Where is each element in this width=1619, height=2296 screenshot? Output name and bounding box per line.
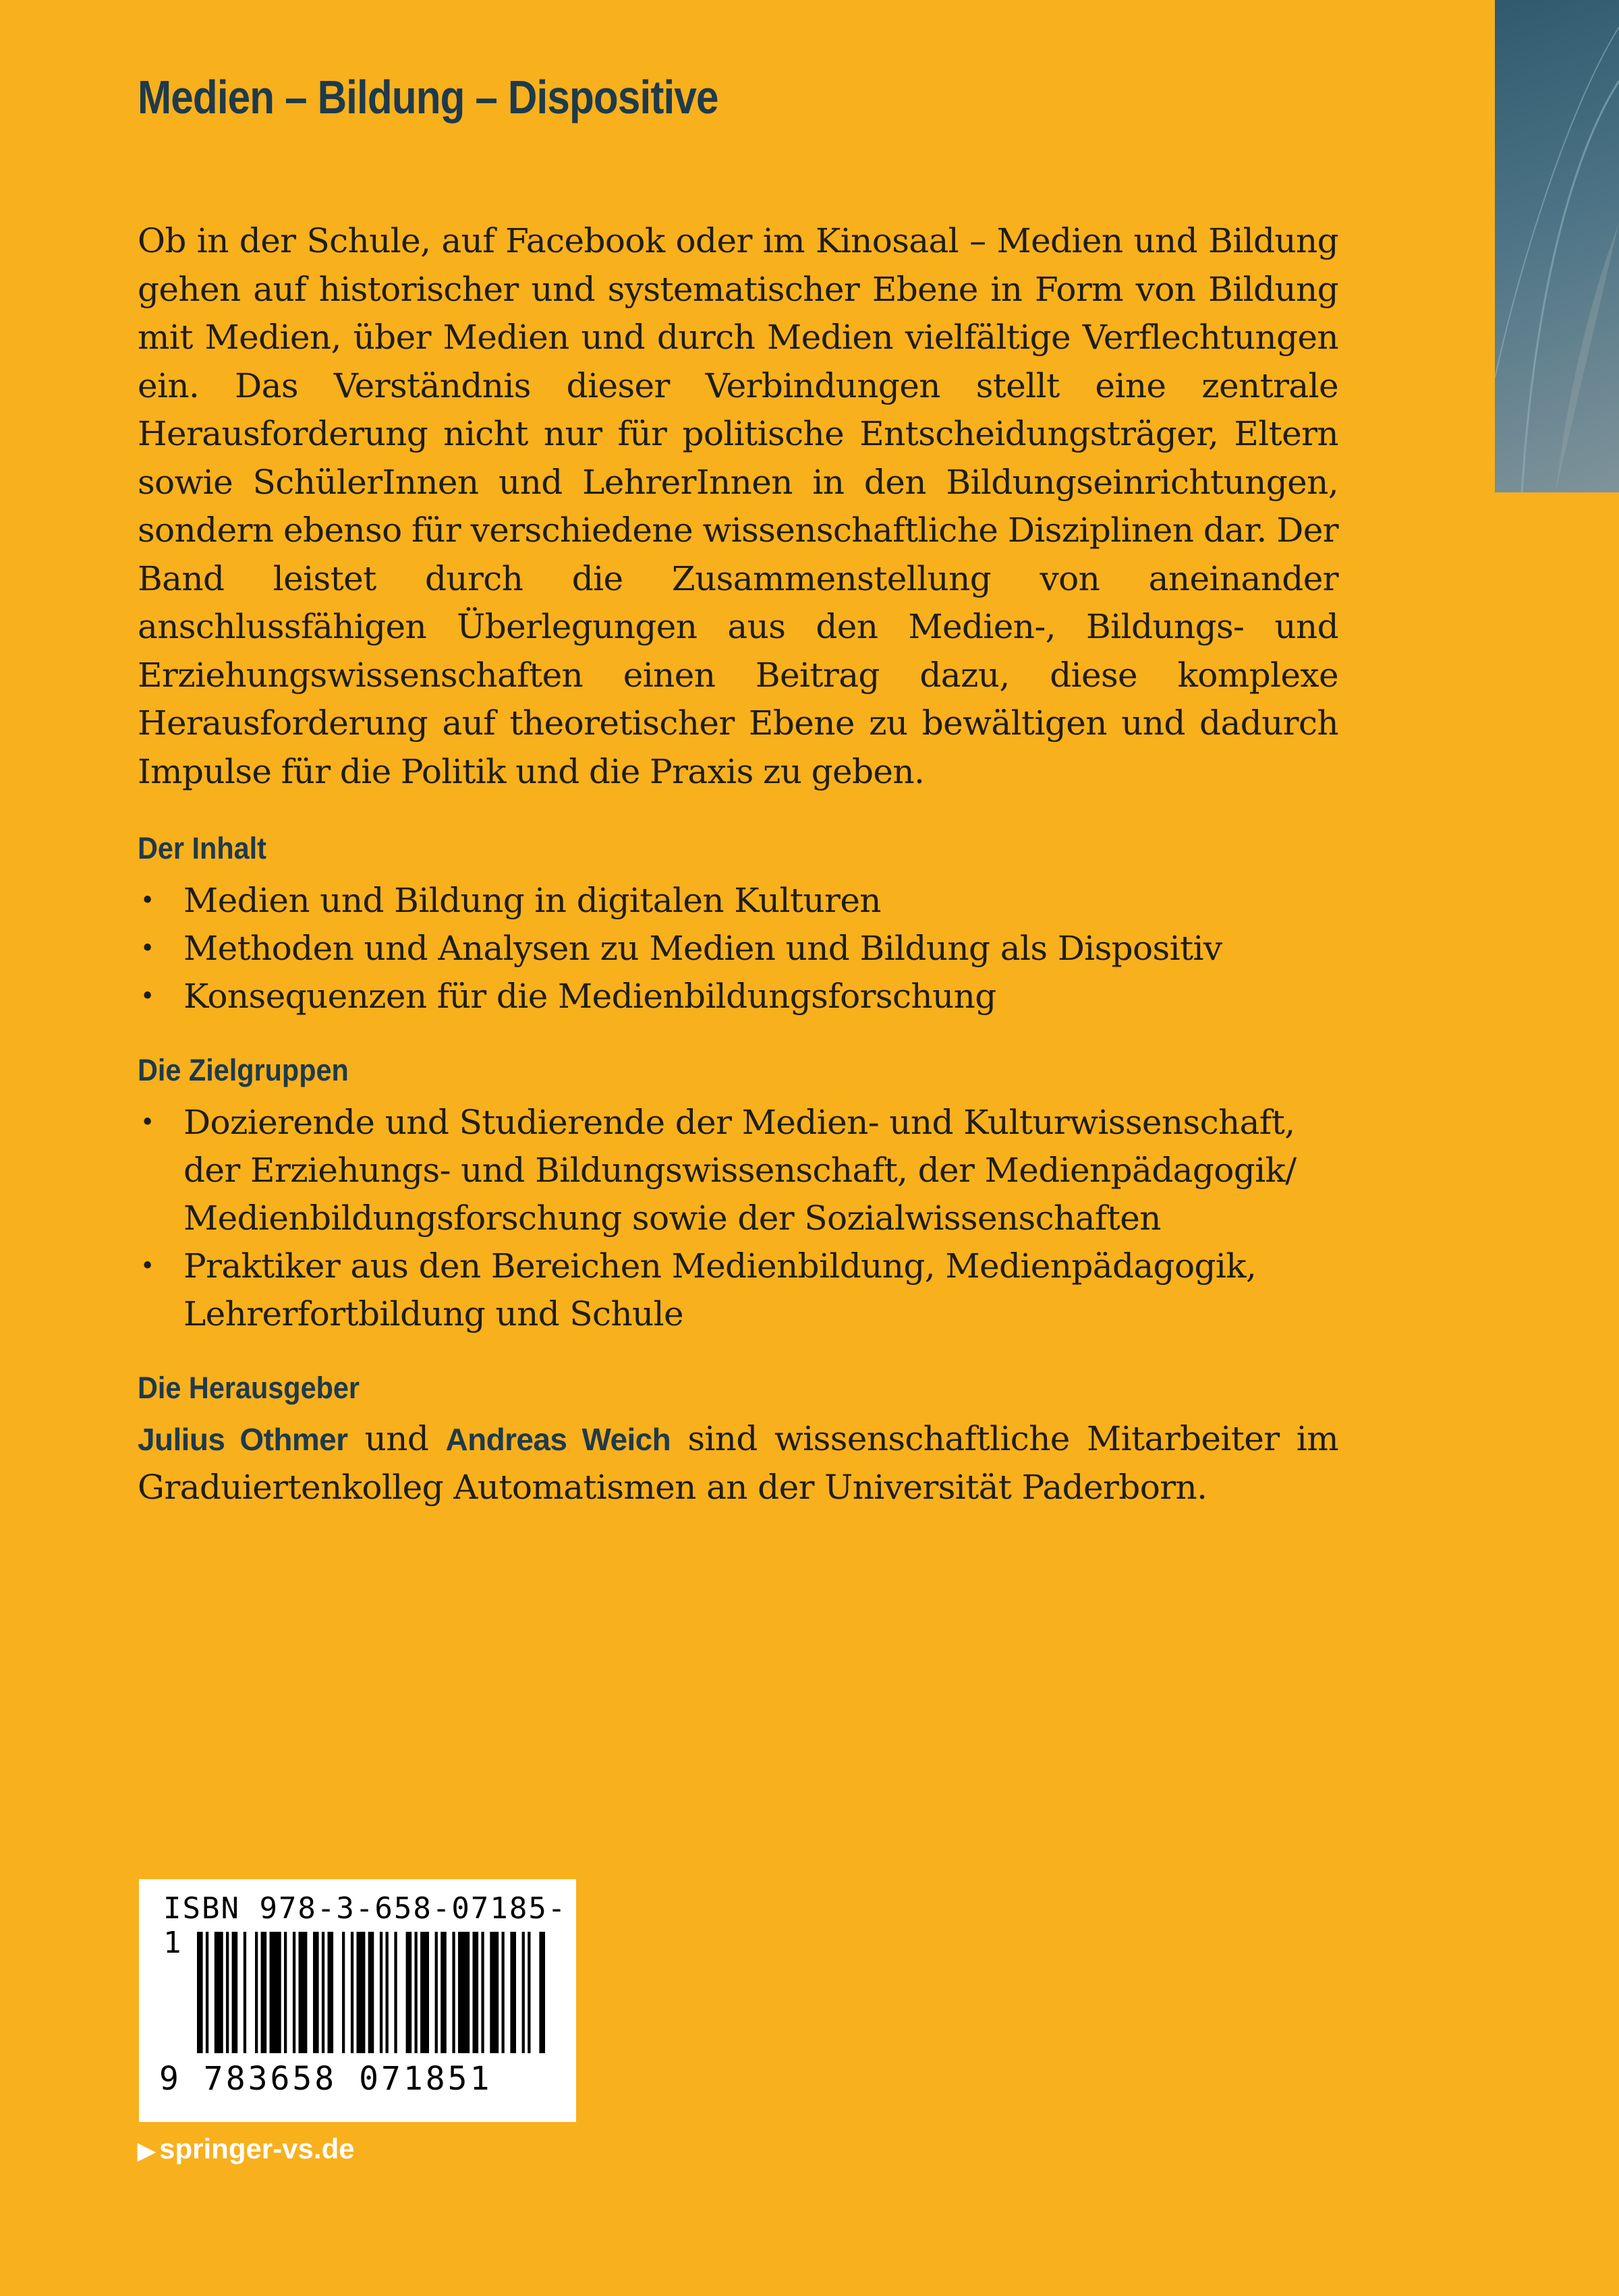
publisher-website[interactable]: ▶ springer-vs.de — [138, 2133, 355, 2164]
ean-digits: 9 783658 071851 — [159, 2060, 492, 2098]
barcode-bar — [420, 1932, 429, 2053]
barcode-bar — [313, 1932, 319, 2053]
barcode-bar — [394, 1932, 397, 2053]
barcode-bar — [206, 1932, 208, 2053]
barcode-bar — [232, 1932, 238, 2053]
barcode-bar — [197, 1932, 203, 2053]
barcode-bar — [458, 1932, 470, 2053]
list-item: • Konsequenzen für die Medienbildungsforschung — [138, 973, 1338, 1021]
barcode-bar — [386, 1932, 389, 2053]
editors-paragraph: Julius Othmer und Andreas Weich sind wissenschaftliche Mitarbeiter im Graduiertenkolleg Automatismen an der Universität Paderborn. — [138, 1419, 1339, 1507]
barcode-bar — [342, 1932, 345, 2053]
barcode-bar — [261, 1932, 267, 2053]
isbn-barcode — [139, 1879, 576, 2122]
editor-name: Andreas Weich — [445, 1422, 671, 1457]
arrow-right-icon: ▶ — [138, 2138, 156, 2164]
contents-heading: Der Inhalt — [138, 831, 266, 865]
barcode-bar — [490, 1932, 499, 2053]
isbn-label: ISBN 978-3-658-07185-1 — [163, 1891, 567, 1960]
barcode-bar — [441, 1932, 447, 2053]
barcode-bar — [406, 1932, 412, 2053]
bullet-icon: • — [140, 887, 154, 915]
list-item: • Methoden und Analysen zu Medien und Bildung als Dispositiv — [138, 925, 1338, 973]
barcode-bar — [415, 1932, 418, 2053]
editor-name: Julius Othmer — [138, 1422, 348, 1457]
editors-heading: Die Herausgeber — [138, 1371, 360, 1405]
barcode-bar — [380, 1932, 382, 2053]
barcode-bar — [452, 1932, 455, 2053]
barcode-bar — [502, 1932, 505, 2053]
barcode-bar — [357, 1932, 366, 2053]
back-cover-content — [138, 70, 1338, 1512]
barcode-bar — [244, 1932, 246, 2053]
barcode-bar — [255, 1932, 258, 2053]
barcode-bar — [473, 1932, 479, 2053]
list-item: • Medien und Bildung in digitalen Kulturen — [138, 877, 1338, 925]
barcode-bar — [270, 1932, 281, 2053]
barcode-bar — [293, 1932, 295, 2053]
barcode-bars — [139, 1932, 576, 2067]
barcode-bar — [522, 1932, 525, 2053]
barcode-bar — [226, 1932, 229, 2053]
barcode-bar — [215, 1932, 223, 2053]
barcode-bar — [510, 1932, 516, 2053]
barcode-bar — [328, 1932, 334, 2053]
barcode-bar — [351, 1932, 353, 2053]
bullet-icon: • — [140, 1253, 154, 1280]
bullet-icon: • — [140, 1109, 154, 1137]
bullet-icon: • — [140, 983, 154, 1010]
audience-list — [138, 1099, 1338, 1338]
barcode-bar — [435, 1932, 438, 2053]
blurb-paragraph: Ob in der Schule, auf Facebook oder im Kinosaal – Medien und Bildung gehen auf historischer und systematischer Ebene in Form von Bildung mit Medien, über Medien und durch Medien vielfältige Verflechtungen ein. Das Verständnis dieser Verbindungen stellt eine zentrale Herausforderung nicht nur für politische Entscheidungsträger, Eltern sowie SchülerInnen und LehrerInnen in den Bildungseinrichtungen, sondern ebenso für verschiedene wissenschaftliche Disziplinen dar. Der Band leistet durch die Zusammenstellung von aneinander anschlussfähigen Überlegungen aus den Medien-, Bildungs- und Erziehungswissenschaften einen Beitrag dazu, diese komplexe Herausforderung auf theoretischer Ebene zu bewältigen und dadurch Impulse für die Politik und die Praxis zu geben. — [138, 221, 1338, 791]
list-item: • Dozierende und Studierende der Medien- und Kulturwissenschaft, der Erziehungs- und Bildungswissenschaft, der Medienpädagogik/ Medienbildungsforschung sowie der Sozialwissenschaften — [138, 1099, 1338, 1242]
cover-corner-graphic — [1495, 0, 1619, 492]
book-title: Medien – Bildung – Dispositive — [138, 71, 718, 123]
barcode-bar — [539, 1932, 545, 2053]
barcode-bar — [322, 1932, 324, 2053]
barcode-bar — [368, 1932, 374, 2053]
audience-heading: Die Zielgruppen — [138, 1053, 349, 1087]
contents-list — [138, 877, 1338, 1021]
barcode-bar — [528, 1932, 530, 2053]
barcode-bar — [299, 1932, 308, 2053]
barcode-bar — [284, 1932, 287, 2053]
barcode-bar — [481, 1932, 484, 2053]
list-item: • Praktiker aus den Bereichen Medienbildung, Medienpädagogik, Lehrerfortbildung und Schule — [138, 1242, 1338, 1338]
bullet-icon: • — [140, 935, 154, 963]
